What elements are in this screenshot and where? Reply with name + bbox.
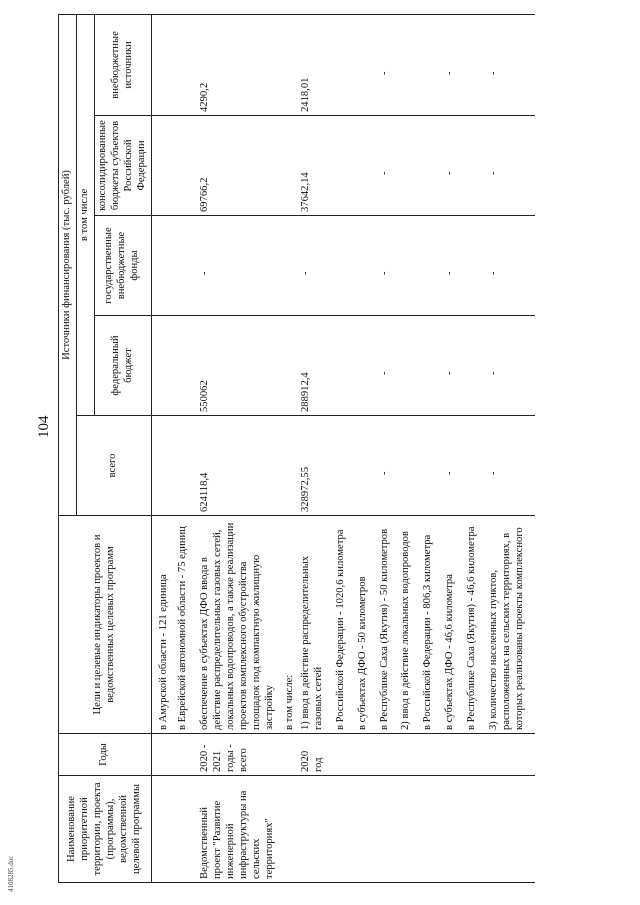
goal-gas: 1) ввод в действие распределительных газовых сетей xyxy=(299,555,324,730)
value-extra: 4290,2 xyxy=(198,14,298,115)
value-total: - xyxy=(378,416,400,516)
goal-settlements: 3) количество населенных пунктов, расположенных на сельских территориях, в которых реализованы проекты комплексного xyxy=(488,527,525,730)
value-federal: - xyxy=(443,316,465,416)
value-federal: - xyxy=(487,316,535,416)
project-name: Ведомственный проект "Развитие инженерной инфраструктуры на сельских территориях" xyxy=(198,776,535,883)
header-consolidated: консолидированные бюджеты субъектов Российской Федерации xyxy=(94,116,151,216)
goal-water-dfo: в субъектах ДФО - 46,6 километра xyxy=(444,574,456,730)
value-state-funds: - xyxy=(198,216,298,316)
goal-gas-yakutia: в Республике Саха (Якутия) - 50 километров xyxy=(378,528,390,730)
goal-main: обеспечение в субъектах ДФО ввода в действие распределительных газовых сетей, локальных водопроводов, а также реализации проектов комплексного обустройства площадок под компактную жилищную застройку xyxy=(199,522,275,730)
file-name: 4108285.doc xyxy=(7,855,15,892)
value-total: - xyxy=(487,416,535,516)
value-total: 328972,55 xyxy=(299,416,334,516)
header-sources: Источники финансирования (тыс. рублей) xyxy=(59,14,77,515)
value-total: - xyxy=(443,416,465,516)
header-incl: в том числе xyxy=(76,14,94,415)
goal-gas-dfo: в субъектах ДФО - 50 километров xyxy=(356,576,368,730)
table-header xyxy=(59,14,152,882)
carry-over-amur: в Амурской области - 121 единица xyxy=(157,574,169,730)
value-consolidated: - xyxy=(378,116,400,216)
value-extra: 2418,01 xyxy=(299,14,334,115)
value-federal: 550062 xyxy=(198,316,298,416)
value-extra: - xyxy=(443,14,465,115)
value-consolidated: 69766,2 xyxy=(198,116,298,216)
value-state-funds: - xyxy=(378,216,400,316)
value-consolidated: - xyxy=(487,116,535,216)
header-years: Годы xyxy=(59,734,152,776)
header-extra: внебюджетные источники xyxy=(94,14,151,115)
value-extra: - xyxy=(378,14,400,115)
goal-including: в том числе: xyxy=(283,674,295,730)
goal-water-rf: в Российской Федерации - 806,3 километра xyxy=(422,534,434,730)
value-total: 624118,4 xyxy=(198,416,298,516)
table-row xyxy=(299,14,334,882)
page-number: 104 xyxy=(36,415,52,438)
header-name: Наименование приоритетной территории, проекта (программы), ведомственной целевой программы xyxy=(59,776,152,883)
value-state-funds: - xyxy=(487,216,535,316)
years-2020-2021: 2020 - 2021 годы - всего xyxy=(198,734,298,776)
value-federal: 288912,4 xyxy=(299,316,334,416)
value-consolidated: 37642,14 xyxy=(299,116,334,216)
carry-over-jewish: в Еврейской автономной области - 75 единиц xyxy=(177,526,189,730)
header-state-funds: государственные внебюджетные фонды xyxy=(94,216,151,316)
years-2020: 2020 год xyxy=(299,734,535,776)
value-federal: - xyxy=(378,316,400,416)
rotated-page xyxy=(58,15,598,883)
header-federal: федеральный бюджет xyxy=(94,316,151,416)
goal-water-yakutia: в Республике Саха (Якутия) - 46,6 километра xyxy=(466,526,478,730)
value-consolidated: - xyxy=(443,116,465,216)
value-state-funds: - xyxy=(443,216,465,316)
table-row xyxy=(198,14,298,882)
header-total: всего xyxy=(76,416,151,516)
table-body xyxy=(151,14,535,882)
carry-over-row xyxy=(151,14,198,882)
goal-gas-rf: в Российской Федерации - 1020,6 километра xyxy=(334,529,346,730)
header-goals: Цели и целевые индикаторы проектов и ведомственных целевых программ xyxy=(59,516,152,734)
goal-water: 2) ввод в действие локальных водопроводов xyxy=(400,531,412,730)
value-state-funds: - xyxy=(299,216,334,316)
financing-table xyxy=(58,14,535,883)
value-extra: - xyxy=(487,14,535,115)
